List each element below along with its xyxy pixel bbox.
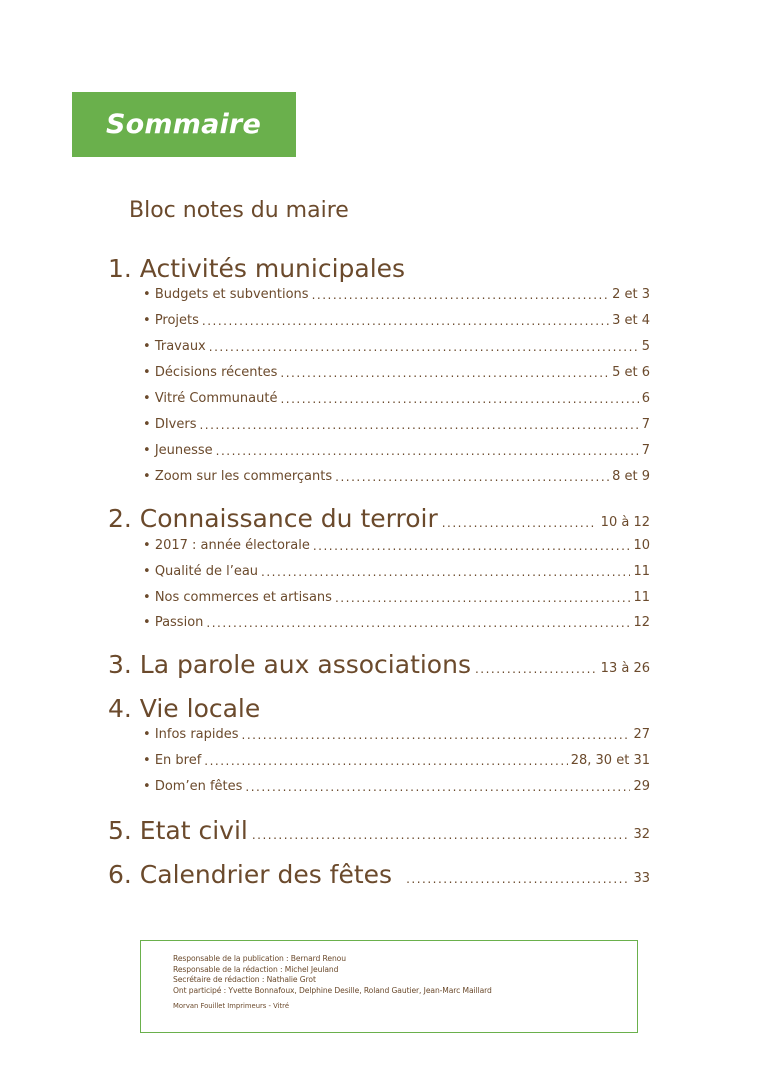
- toc-item-decisions-recentes: [143, 362, 650, 382]
- toc-item-label: • 2017 : année électorale: [143, 537, 310, 555]
- credit-secretaire: Secrétaire de rédaction : Nathalie Grot: [173, 975, 316, 984]
- section-title: 5. Etat civil: [108, 816, 248, 845]
- dot-leader: [199, 418, 638, 432]
- toc-item-infos-rapides: [143, 724, 650, 744]
- dot-leader: [202, 314, 609, 328]
- section-heading-parole-associations: [108, 646, 650, 680]
- toc-item-page: 5: [641, 339, 650, 354]
- toc-item-annee-electorale: [143, 535, 650, 555]
- credit-publication: Responsable de la publication : Bernard Renou: [173, 954, 346, 963]
- section-heading-calendrier-fetes: [108, 856, 650, 890]
- dot-leader: [209, 340, 639, 354]
- section-title: 2. Connaissance du terroir: [108, 504, 438, 533]
- dot-leader: [312, 288, 610, 302]
- toc-item-label: • Vitré Communauté: [143, 390, 277, 408]
- toc-item-label: • Dom’en fêtes: [143, 778, 242, 796]
- toc-item-page: 27: [633, 727, 650, 742]
- toc-item-page: 10: [633, 538, 650, 553]
- section-page: 32: [633, 827, 650, 842]
- dot-leader: [442, 517, 597, 529]
- dot-leader: [261, 565, 630, 579]
- toc-item-jeunesse: [143, 440, 650, 460]
- section-title: 6. Calendrier des fêtes: [108, 860, 393, 889]
- toc-item-page: 6: [641, 391, 650, 406]
- section-heading-etat-civil: [108, 812, 650, 846]
- toc-item-page: 12: [633, 615, 650, 630]
- dot-leader: [280, 392, 638, 406]
- section-heading-connaissance-terroir: [108, 500, 650, 534]
- dot-leader: [335, 591, 631, 605]
- toc-item-label: • En bref: [143, 752, 201, 770]
- section-heading-vie-locale: [108, 690, 260, 724]
- toc-item-page: 8 et 9: [612, 469, 650, 484]
- dot-leader: [280, 366, 609, 380]
- section-page: 33: [633, 871, 650, 886]
- toc-item-zoom-commercants: [143, 466, 650, 486]
- toc-item-page: 3 et 4: [612, 313, 650, 328]
- dot-leader: [335, 470, 609, 484]
- toc-item-label: • Travaux: [143, 338, 206, 356]
- toc-item-qualite-eau: [143, 561, 650, 581]
- toc-item-projets: [143, 310, 650, 330]
- toc-item-travaux: [143, 336, 650, 356]
- dot-leader: [216, 444, 639, 458]
- bloc-notes-heading: Bloc notes du maire: [129, 198, 349, 223]
- section-page: 13 à 26: [600, 661, 650, 676]
- toc-item-page: 29: [633, 779, 650, 794]
- toc-item-page: 11: [633, 590, 650, 605]
- dot-leader: [245, 780, 630, 794]
- section-title: 3. La parole aux associations: [108, 650, 471, 679]
- dot-leader: [406, 873, 629, 885]
- credits-box: [140, 940, 638, 1033]
- toc-item-page: 11: [633, 564, 650, 579]
- dot-leader: [206, 616, 630, 630]
- dot-leader: [475, 663, 597, 675]
- toc-item-vitre-communaute: [143, 388, 650, 408]
- toc-item-page: 2 et 3: [612, 287, 650, 302]
- dot-leader: [313, 539, 631, 553]
- toc-item-label: • Budgets et subventions: [143, 286, 309, 304]
- section-heading-activites-municipales: [108, 250, 405, 284]
- dot-leader: [242, 728, 631, 742]
- toc-item-commerces-artisans: [143, 587, 650, 607]
- toc-item-passion: [143, 612, 650, 632]
- sommaire-banner: [72, 92, 296, 157]
- section-title: 1. Activités municipales: [108, 254, 406, 283]
- toc-item-budgets: [143, 284, 650, 304]
- toc-item-label: • Nos commerces et artisans: [143, 589, 332, 607]
- credit-redaction: Responsable de la rédaction : Michel Jeuland: [173, 964, 339, 974]
- toc-item-label: • Jeunesse: [143, 442, 213, 460]
- toc-item-page: 7: [641, 417, 650, 432]
- section-title: 4. Vie locale: [108, 694, 261, 723]
- toc-item-label: • Qualité de l’eau: [143, 563, 258, 581]
- toc-item-page: 7: [641, 443, 650, 458]
- toc-item-dom-en-fetes: [143, 776, 650, 796]
- toc-item-label: • DIvers: [143, 416, 196, 434]
- toc-item-label: • Zoom sur les commerçants: [143, 468, 332, 486]
- toc-item-label: • Infos rapides: [143, 726, 239, 744]
- dot-leader: [204, 754, 567, 768]
- toc-item-page: 28, 30 et 31: [570, 753, 650, 768]
- section-page: 10 à 12: [600, 515, 650, 530]
- toc-item-label: • Passion: [143, 614, 203, 632]
- toc-item-divers: [143, 414, 650, 434]
- toc-item-label: • Projets: [143, 312, 199, 330]
- toc-item-en-bref: [143, 750, 650, 770]
- credit-printer: Morvan Fouillet Imprimeurs - Vitré: [173, 1002, 290, 1010]
- credit-participants: Ont participé : Yvette Bonnafoux, Delphine Desille, Roland Gautier, Jean-Marc Maillard: [173, 985, 492, 995]
- toc-item-page: 5 et 6: [612, 365, 650, 380]
- dot-leader: [252, 829, 630, 841]
- page-title: Sommaire: [106, 109, 261, 140]
- toc-item-label: • Décisions récentes: [143, 364, 277, 382]
